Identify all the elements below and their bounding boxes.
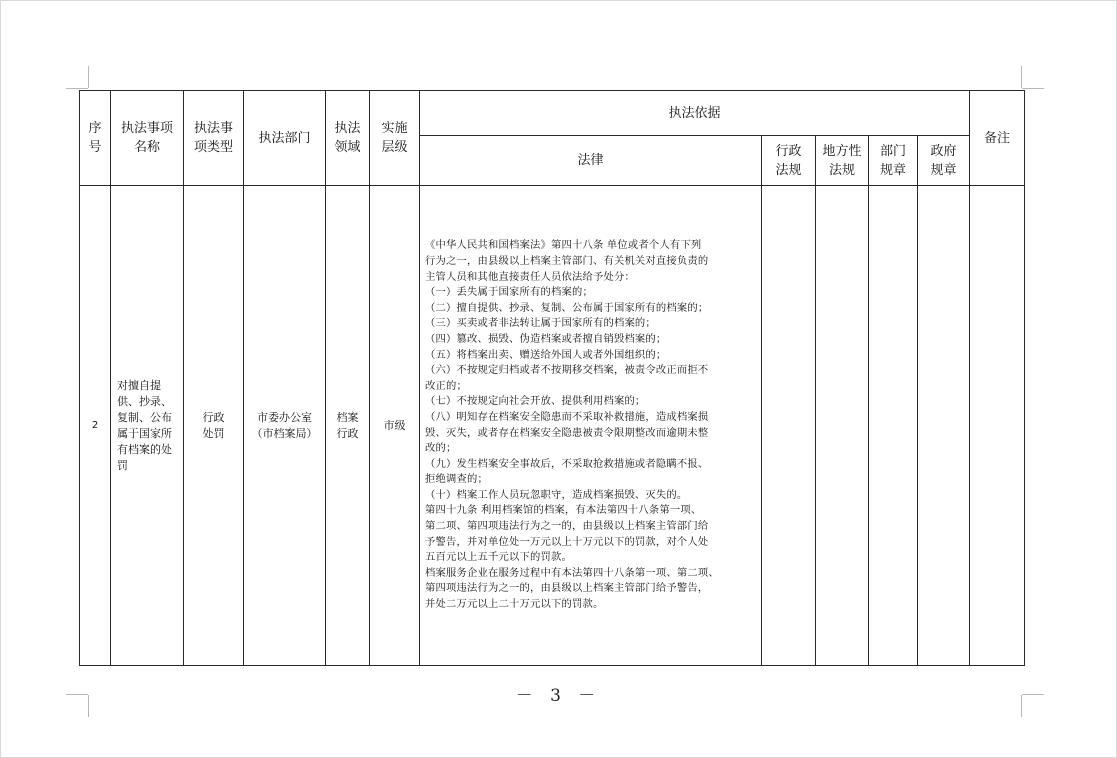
law-text-line: 改的； <box>425 442 457 455</box>
header-dept-rule: 部门规章 <box>869 136 918 186</box>
cell-dept-rule <box>869 186 918 666</box>
law-text-line: 予警告，并对单位处一万元以上十万元以下的罚款，对个人处 <box>425 535 709 548</box>
crop-mark-top-left-h <box>66 88 88 89</box>
law-text-line: 改正的； <box>425 379 467 392</box>
law-text-line: （六）不按规定归档或者不按期移交档案，被责令改正而拒不 <box>425 364 709 377</box>
header-department: 执法部门 <box>244 91 326 186</box>
law-text-line: 并处二万元以上二十万元以下的罚款。 <box>425 598 604 611</box>
header-admin-reg: 行政法规 <box>762 136 816 186</box>
page-number: － 3 － <box>515 686 602 706</box>
law-text-line: （三）买卖或者非法转让属于国家所有的档案的； <box>425 317 656 330</box>
header-item-name: 执法事项名称 <box>111 91 184 186</box>
header-gov-rule: 政府规章 <box>918 136 970 186</box>
table-row <box>80 186 1025 666</box>
header-item-type: 执法事项类型 <box>184 91 244 186</box>
cell-admin-reg <box>762 186 816 666</box>
law-text-block <box>425 238 757 612</box>
law-text-line: 主管人员和其他直接责任人员依法给予处分： <box>425 270 635 283</box>
law-text-line: （五）将档案出卖、赠送给外国人或者外国组织的； <box>425 348 667 361</box>
law-text-line: 《中华人民共和国档案法》第四十八条 单位或者个人有下列 <box>425 239 702 252</box>
header-field: 执法领域 <box>326 91 370 186</box>
crop-mark-top-right-h <box>1022 88 1044 89</box>
law-text-line: （八）明知存在档案安全隐患而不采取补救措施，造成档案损 <box>425 410 709 423</box>
enforcement-table <box>79 90 1025 666</box>
cell-seq: 2 <box>80 186 111 666</box>
header-basis: 执法依据 <box>420 91 970 136</box>
law-text-line: （九）发生档案安全事故后，不采取抢救措施或者隐瞒不报、 <box>425 457 709 470</box>
law-text-line: 第四十九条 利用档案馆的档案，有本法第四十八条第一项、 <box>425 504 702 517</box>
cell-department: 市委办公室（市档案局） <box>244 186 326 666</box>
cell-law-text <box>420 186 762 666</box>
law-text-line: 五百元以上五千元以下的罚款。 <box>425 551 572 564</box>
law-text-line: （二）擅自提供、抄录、复制、公布属于国家所有的档案的； <box>425 301 709 314</box>
header-law: 法律 <box>420 136 762 186</box>
cell-field: 档案行政 <box>326 186 370 666</box>
header-row-1 <box>80 91 1025 136</box>
cell-local-reg <box>816 186 869 666</box>
law-text-line: 第二项、第四项违法行为之一的，由县级以上档案主管部门给 <box>425 520 709 533</box>
crop-mark-top-right <box>1021 66 1022 88</box>
cell-item-name: 对擅自提供、抄录、复制、公布属于国家所有档案的处罚 <box>111 186 184 666</box>
law-text-line: 行为之一，由县级以上档案主管部门、有关机关对直接负责的 <box>425 254 709 267</box>
header-seq: 序号 <box>80 91 111 186</box>
header-level: 实施层级 <box>370 91 420 186</box>
law-text-line: （十）档案工作人员玩忽职守，造成档案损毁、灭失的。 <box>425 488 688 501</box>
law-text-line: （四）篡改、损毁、伪造档案或者擅自销毁档案的； <box>425 332 667 345</box>
law-text-line: 毁、灭失，或者存在档案安全隐患被责令限期整改而逾期未整 <box>425 426 709 439</box>
cell-gov-rule <box>918 186 970 666</box>
cell-item-type: 行政处罚 <box>184 186 244 666</box>
crop-mark-top-left <box>88 66 89 88</box>
header-local-reg: 地方性法规 <box>816 136 869 186</box>
law-text-line: （一）丢失属于国家所有的档案的； <box>425 286 593 299</box>
law-text-line: 第四项违法行为之一的，由县级以上档案主管部门给予警告， <box>425 582 709 595</box>
law-text-line: （七）不按规定向社会开放、提供利用档案的； <box>425 395 646 408</box>
cell-level: 市级 <box>370 186 420 666</box>
law-text-line: 拒绝调查的； <box>425 473 488 486</box>
cell-remarks <box>970 186 1025 666</box>
header-remarks: 备注 <box>970 91 1025 186</box>
law-text-line: 档案服务企业在服务过程中有本法第四十八条第一项、第二项、 <box>425 566 719 579</box>
